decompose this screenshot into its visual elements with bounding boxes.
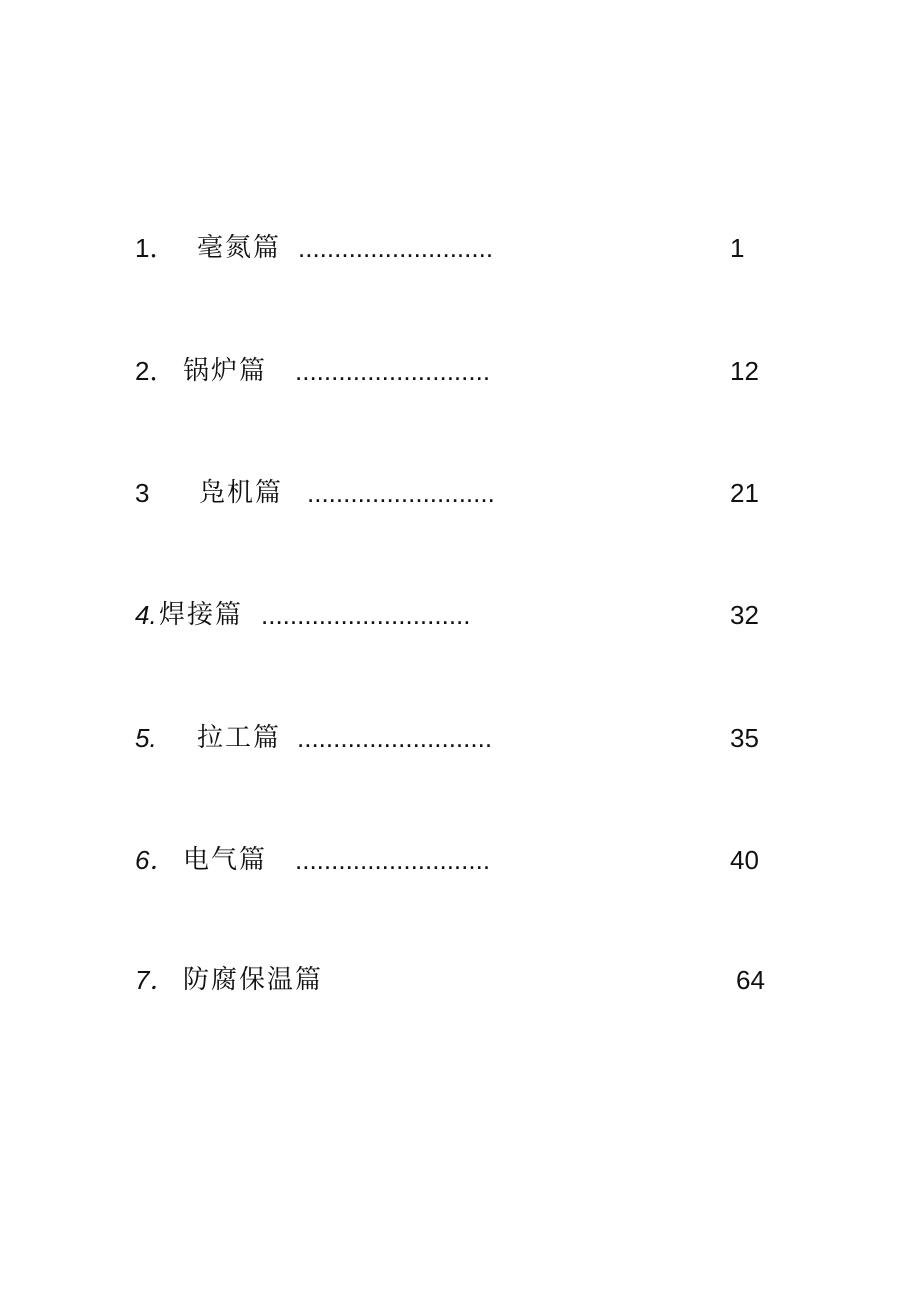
toc-title: 防腐保温篇 [183, 965, 324, 995]
toc-leader: ........................... [298, 233, 494, 263]
toc-title: 拉工篇 [197, 723, 282, 753]
toc-number: 1． [135, 233, 176, 263]
toc-title: 毫氮篇 [197, 233, 282, 263]
toc-leader: ........................... [297, 723, 493, 753]
toc-leader: ........................... [295, 356, 491, 386]
toc-page-number: 1 [730, 233, 745, 263]
toc-number: 2． [135, 356, 176, 386]
toc-page-number: 21 [730, 478, 759, 508]
toc-title: 锅炉篇 [183, 356, 268, 386]
toc-number: 6． [135, 845, 176, 875]
toc-title: 凫机篇 [199, 478, 284, 508]
toc-page-number: 40 [730, 845, 759, 875]
toc-page-number: 35 [730, 723, 759, 753]
toc-page-number: 64 [736, 965, 765, 995]
toc-leader: .......................... [307, 478, 495, 508]
toc-number: 3 [135, 478, 150, 508]
toc-number: 5. [135, 723, 157, 753]
toc-page-number: 12 [730, 356, 759, 386]
toc-title: 焊接篇 [159, 600, 244, 630]
toc-leader: ............................. [261, 600, 471, 630]
toc-page-number: 32 [730, 600, 759, 630]
toc-number: 7． [135, 965, 176, 995]
toc-leader: ........................... [295, 845, 491, 875]
toc-number: 4. [135, 600, 157, 630]
toc-title: 电气篇 [183, 845, 268, 875]
